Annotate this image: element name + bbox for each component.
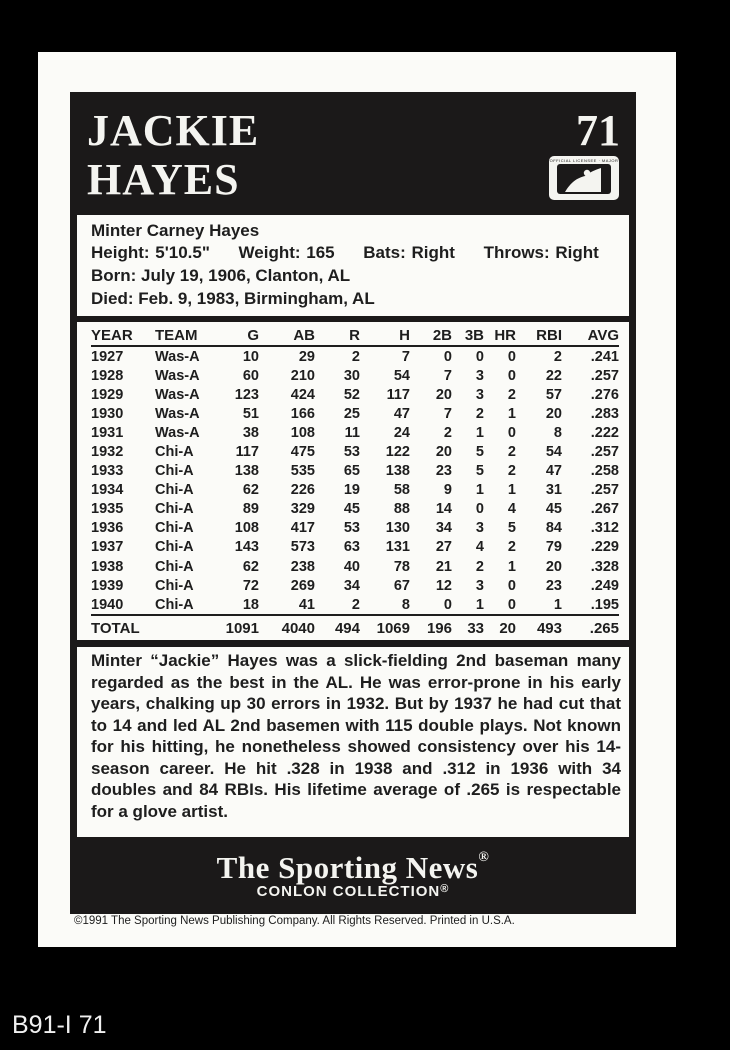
cell-year: 1938: [91, 558, 124, 575]
cell-r: 34: [343, 577, 360, 594]
cell-h: 138: [385, 463, 410, 480]
baseball-card-back: [38, 52, 676, 947]
cell-r: 11: [344, 424, 360, 441]
cell-ab: 329: [290, 501, 315, 518]
cell-year: 1933: [91, 463, 124, 480]
cell-3b: 1: [475, 482, 484, 499]
cell-h: 122: [385, 444, 410, 461]
cell-h: 47: [393, 405, 410, 422]
table-row: [91, 557, 619, 576]
cell-team: Chi-A: [155, 539, 194, 556]
table-row: [91, 404, 619, 423]
cell-hr: 0: [507, 596, 516, 613]
total-h: 1069: [360, 615, 410, 640]
cell-hr: 0: [507, 577, 516, 594]
cell-3b: 4: [475, 539, 484, 556]
bio-panel: [77, 215, 629, 316]
cell-3b: 5: [475, 463, 484, 480]
bio-blurb: Minter “Jackie” Hayes was a slick-fielding 2nd baseman many regarded as the best in the AL. He was error-prone in his early years, chalking up 30 errors in 1932. But by 1937 he had cut that to 14 and led AL 2nd basemen with 115 double plays. Not known for his hitting, he nonetheless showed consistency over his 14-season career. He hit .328 in 1938 and .312 in 1936 with 34 doubles and 84 RBIs. His lifetime average of .265 is respectable for a glove artist.: [91, 651, 621, 821]
cell-team: Chi-A: [155, 558, 194, 575]
cell-g: 18: [242, 596, 259, 613]
col-year: YEAR: [91, 325, 155, 346]
cell-team: Chi-A: [155, 463, 194, 480]
cell-ab: 41: [298, 596, 315, 613]
cell-3b: 3: [475, 520, 484, 537]
col-avg: AVG: [562, 325, 619, 346]
stats-total-row: [91, 615, 619, 640]
cell-year: 1934: [91, 482, 124, 499]
cell-g: 108: [234, 520, 259, 537]
cell-ab: 424: [290, 386, 315, 403]
cell-2b: 0: [443, 596, 452, 613]
brand-name: The Sporting News: [216, 850, 479, 885]
cell-rbi: 1: [553, 596, 562, 613]
cell-g: 72: [242, 577, 259, 594]
copyright-line: ©1991 The Sporting News Publishing Company. All Rights Reserved. Printed in U.S.A.: [74, 915, 515, 927]
cell-r: 40: [343, 558, 360, 575]
card-header: [70, 92, 636, 217]
col-ab: AB: [259, 325, 315, 346]
collection-name: CONLON COLLECTION: [256, 883, 441, 900]
cell-hr: 2: [507, 539, 516, 556]
mlb-logo-text: OFFICIAL LICENSEE · MAJOR: [549, 158, 619, 163]
cell-g: 143: [234, 539, 259, 556]
cell-g: 60: [242, 367, 259, 384]
cell-g: 62: [242, 482, 259, 499]
table-row: [91, 385, 619, 404]
table-row: [91, 538, 619, 557]
cell-hr: 1: [507, 405, 516, 422]
cell-year: 1931: [91, 424, 124, 441]
total-2b: 196: [410, 615, 452, 640]
cell-avg: .195: [590, 596, 619, 613]
cell-rbi: 45: [545, 501, 562, 518]
cell-team: Chi-A: [155, 520, 194, 537]
cell-g: 51: [242, 405, 259, 422]
col-team: TEAM: [155, 325, 211, 346]
cell-year: 1936: [91, 520, 124, 537]
cell-team: Chi-A: [155, 444, 194, 461]
cell-team: Was-A: [155, 348, 200, 365]
cell-r: 52: [343, 386, 360, 403]
cell-2b: 12: [435, 577, 452, 594]
cell-2b: 7: [443, 405, 452, 422]
cell-3b: 2: [475, 405, 484, 422]
cell-2b: 21: [435, 558, 452, 575]
cell-h: 78: [393, 558, 410, 575]
cell-rbi: 20: [545, 405, 562, 422]
cell-year: 1928: [91, 367, 124, 384]
cell-hr: 1: [507, 558, 516, 575]
table-row: [91, 423, 619, 442]
cell-g: 38: [242, 424, 259, 441]
cell-h: 117: [386, 386, 410, 403]
cell-3b: 2: [475, 558, 484, 575]
cell-hr: 2: [507, 463, 516, 480]
total-hr: 20: [484, 615, 516, 640]
cell-avg: .257: [590, 444, 619, 461]
cell-rbi: 57: [545, 386, 562, 403]
player-name: [87, 106, 259, 204]
cell-rbi: 23: [545, 577, 562, 594]
cell-h: 67: [393, 577, 410, 594]
cell-g: 117: [235, 444, 259, 461]
cell-ab: 29: [298, 348, 315, 365]
collection-registered-mark: ®: [440, 883, 450, 895]
full-name: Minter Carney Hayes: [91, 221, 260, 240]
cell-h: 131: [385, 539, 410, 556]
table-row: [91, 366, 619, 385]
cell-3b: 1: [475, 424, 484, 441]
cell-ab: 475: [290, 444, 315, 461]
cell-r: 53: [343, 444, 360, 461]
cell-2b: 23: [435, 463, 452, 480]
weight: Weight: 165: [238, 243, 335, 262]
table-row: [91, 519, 619, 538]
cell-avg: .257: [590, 367, 619, 384]
cell-avg: .229: [590, 539, 619, 556]
cell-year: 1932: [91, 444, 124, 461]
table-row: [91, 462, 619, 481]
cell-r: 45: [343, 501, 360, 518]
cell-h: 130: [385, 520, 410, 537]
cell-ab: 417: [290, 520, 315, 537]
table-row: [91, 481, 619, 500]
cell-2b: 14: [435, 501, 452, 518]
cell-year: 1935: [91, 501, 124, 518]
brand-footer: [70, 850, 636, 900]
cell-hr: 4: [507, 501, 516, 518]
player-last-name: HAYES: [87, 155, 240, 204]
cell-rbi: 54: [545, 444, 562, 461]
table-row: [91, 500, 619, 519]
cell-avg: .222: [590, 424, 619, 441]
stats-panel: [77, 322, 629, 640]
cell-avg: .276: [590, 386, 619, 403]
total-3b: 33: [452, 615, 484, 640]
cell-h: 24: [393, 424, 410, 441]
cell-year: 1939: [91, 577, 124, 594]
cell-hr: 0: [507, 348, 516, 365]
cell-avg: .257: [590, 482, 619, 499]
cell-team: Chi-A: [155, 482, 194, 499]
col-r: R: [315, 325, 360, 346]
sporting-news-logo: [70, 850, 636, 886]
cell-avg: .249: [590, 577, 619, 594]
cell-year: 1927: [91, 348, 124, 365]
cell-team: Chi-A: [155, 577, 194, 594]
card-number: 71: [576, 106, 620, 155]
card-inner-panel: [70, 92, 636, 914]
cell-avg: .312: [590, 520, 619, 537]
cell-2b: 9: [443, 482, 452, 499]
table-row: [91, 442, 619, 461]
cell-3b: 0: [475, 501, 484, 518]
conlon-collection: [70, 883, 636, 900]
cell-r: 2: [351, 348, 360, 365]
cell-r: 53: [343, 520, 360, 537]
cell-hr: 2: [507, 444, 516, 461]
table-row: [91, 576, 619, 595]
cell-hr: 1: [507, 482, 516, 499]
cell-rbi: 22: [545, 367, 562, 384]
cell-2b: 27: [435, 539, 452, 556]
bats: Bats: Right: [363, 243, 455, 262]
cell-ab: 166: [290, 405, 315, 422]
cell-rbi: 31: [545, 482, 562, 499]
bio-blurb-panel: [77, 647, 629, 837]
total-r: 494: [315, 615, 360, 640]
cell-team: Was-A: [155, 386, 200, 403]
total-avg: .265: [562, 615, 619, 640]
died: Died: Feb. 9, 1983, Birmingham, AL: [91, 289, 375, 308]
total-label: TOTAL: [91, 615, 155, 640]
cell-ab: 210: [290, 367, 315, 384]
cell-team: Chi-A: [155, 596, 194, 613]
throws: Throws: Right: [483, 243, 599, 262]
cell-3b: 3: [475, 386, 484, 403]
cell-ab: 226: [290, 482, 315, 499]
cell-year: 1930: [91, 405, 124, 422]
total-rbi: 493: [516, 615, 562, 640]
cell-avg: .258: [590, 463, 619, 480]
scan-label: B91-I 71: [12, 1011, 107, 1039]
col-hr: HR: [484, 325, 516, 346]
col-h: H: [360, 325, 410, 346]
col-g: G: [211, 325, 259, 346]
mlb-logo-icon: [549, 156, 619, 200]
height: Height: 5'10.5": [91, 243, 210, 262]
cell-rbi: 8: [553, 424, 562, 441]
total-team: [155, 615, 211, 640]
cell-ab: 535: [290, 463, 315, 480]
cell-h: 58: [393, 482, 410, 499]
cell-h: 54: [393, 367, 410, 384]
player-first-name: JACKIE: [87, 106, 260, 155]
cell-3b: 1: [475, 596, 484, 613]
cell-r: 25: [343, 405, 360, 422]
cell-r: 19: [343, 482, 360, 499]
cell-ab: 238: [290, 558, 315, 575]
cell-g: 138: [234, 463, 259, 480]
cell-rbi: 47: [545, 463, 562, 480]
cell-2b: 0: [443, 348, 452, 365]
cell-2b: 2: [443, 424, 452, 441]
total-g: 1091: [211, 615, 259, 640]
cell-avg: .283: [590, 405, 619, 422]
cell-r: 30: [343, 367, 360, 384]
cell-ab: 269: [290, 577, 315, 594]
cell-ab: 108: [290, 424, 315, 441]
cell-avg: .241: [590, 348, 619, 365]
cell-rbi: 2: [553, 348, 562, 365]
cell-hr: 2: [507, 386, 516, 403]
cell-rbi: 20: [545, 558, 562, 575]
cell-g: 10: [242, 348, 259, 365]
col-rbi: RBI: [516, 325, 562, 346]
cell-h: 88: [393, 501, 410, 518]
cell-team: Was-A: [155, 367, 200, 384]
cell-team: Chi-A: [155, 501, 194, 518]
cell-hr: 0: [507, 424, 516, 441]
cell-g: 89: [242, 501, 259, 518]
cell-h: 7: [401, 348, 410, 365]
cell-avg: .267: [590, 501, 619, 518]
cell-r: 65: [343, 463, 360, 480]
cell-2b: 20: [435, 386, 452, 403]
cell-rbi: 79: [545, 539, 562, 556]
cell-h: 8: [401, 596, 410, 613]
cell-team: Was-A: [155, 424, 200, 441]
stats-header-row: [91, 325, 619, 346]
physical-info: [91, 243, 599, 263]
cell-r: 63: [343, 539, 360, 556]
cell-r: 2: [351, 596, 360, 613]
cell-year: 1940: [91, 596, 124, 613]
cell-g: 123: [234, 386, 259, 403]
cell-2b: 20: [435, 444, 452, 461]
table-row: [91, 346, 619, 366]
cell-avg: .328: [590, 558, 619, 575]
cell-ab: 573: [290, 539, 315, 556]
cell-3b: 3: [475, 367, 484, 384]
cell-hr: 5: [507, 520, 516, 537]
cell-3b: 5: [475, 444, 484, 461]
col-2b: 2B: [410, 325, 452, 346]
cell-2b: 7: [443, 367, 452, 384]
registered-mark: ®: [478, 850, 490, 865]
cell-g: 62: [242, 558, 259, 575]
col-3b: 3B: [452, 325, 484, 346]
cell-3b: 0: [475, 348, 484, 365]
cell-year: 1937: [91, 539, 124, 556]
stats-table: [91, 325, 619, 640]
cell-2b: 34: [435, 520, 452, 537]
cell-year: 1929: [91, 386, 124, 403]
cell-team: Was-A: [155, 405, 200, 422]
cell-hr: 0: [507, 367, 516, 384]
cell-rbi: 84: [545, 520, 562, 537]
total-ab: 4040: [259, 615, 315, 640]
table-row: [91, 595, 619, 615]
cell-3b: 3: [475, 577, 484, 594]
born: Born: July 19, 1906, Clanton, AL: [91, 266, 351, 285]
